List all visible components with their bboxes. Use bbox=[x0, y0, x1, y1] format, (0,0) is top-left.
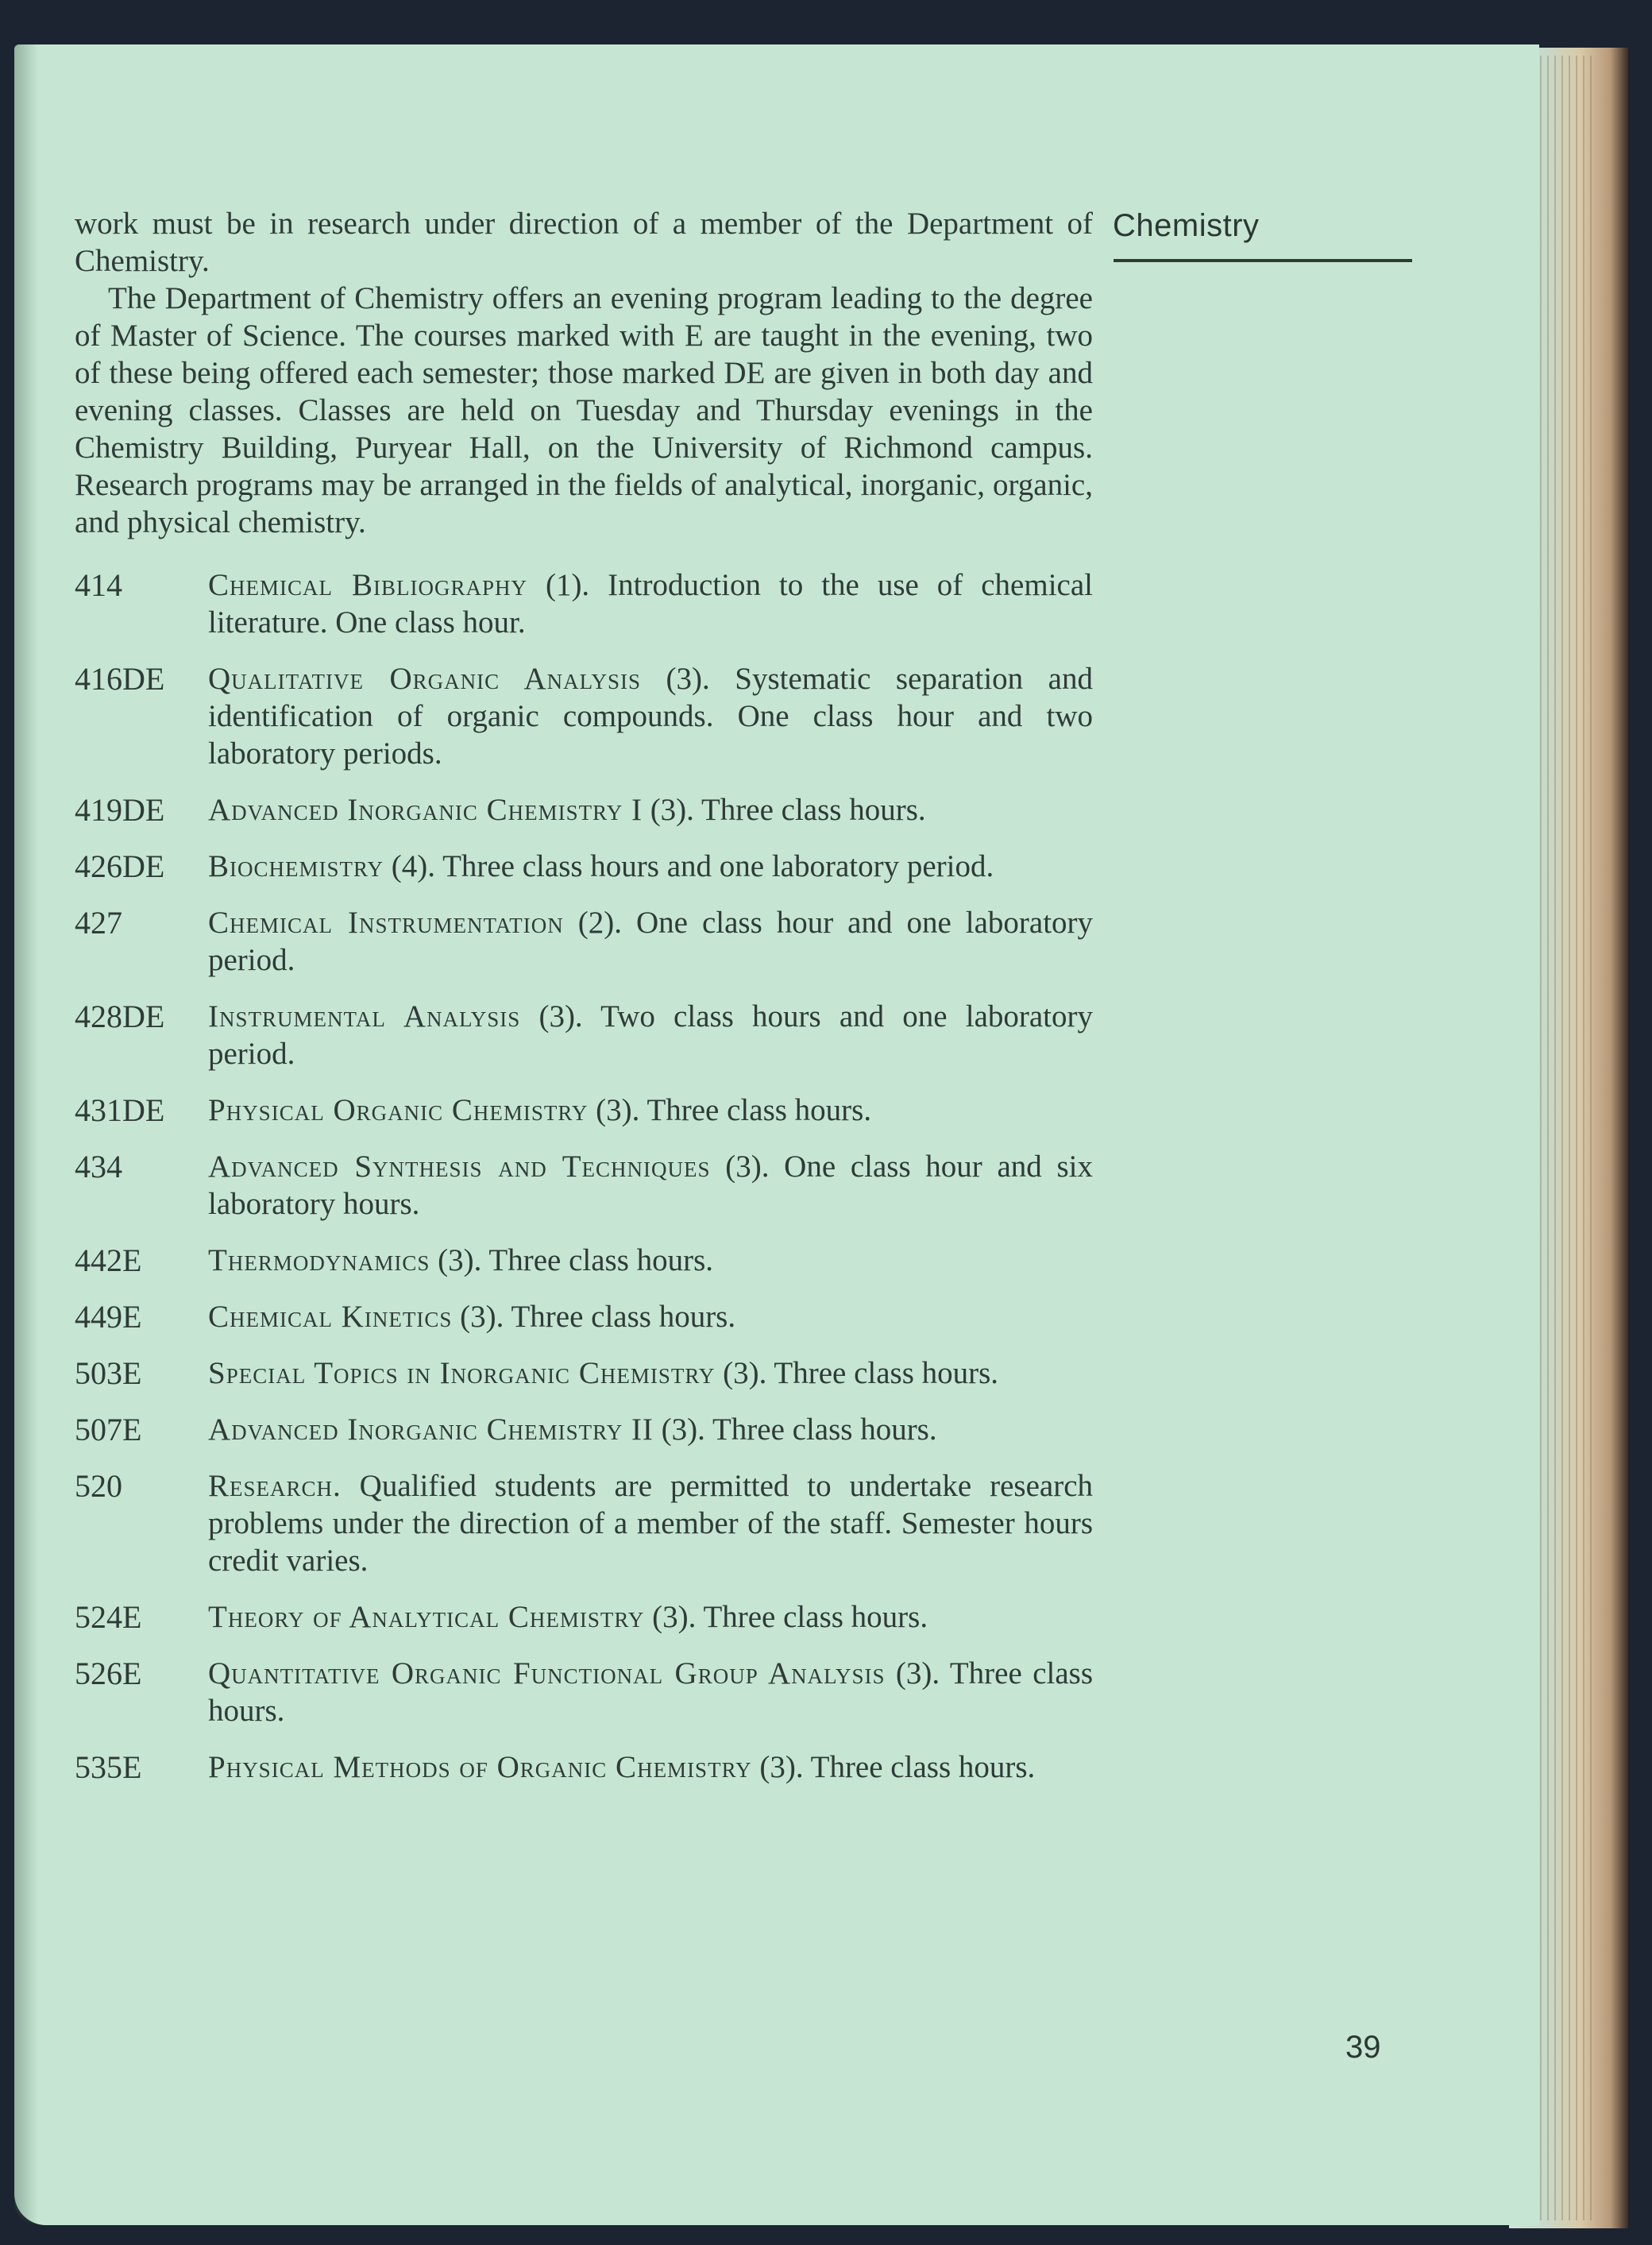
course-detail: Introduction to the use of chemical literature. One class hour. bbox=[208, 568, 1093, 639]
course-entry bbox=[75, 1598, 1093, 1636]
course-credits: (3). bbox=[723, 1356, 767, 1390]
course-description bbox=[208, 1242, 1093, 1279]
course-description bbox=[208, 1148, 1093, 1223]
course-title: Instrumental Analysis bbox=[208, 999, 521, 1034]
course-detail: Three class hours. bbox=[712, 1412, 937, 1447]
course-description bbox=[208, 1467, 1093, 1579]
page-content bbox=[75, 205, 1093, 1805]
course-list bbox=[75, 566, 1093, 1786]
course-detail: Three class hours. bbox=[774, 1356, 999, 1390]
course-credits: (4). bbox=[391, 849, 436, 883]
course-credits: (3). bbox=[460, 1300, 504, 1334]
course-entry bbox=[75, 848, 1093, 885]
course-number: 442E bbox=[75, 1242, 142, 1278]
course-detail: One class hour and six laboratory hours. bbox=[208, 1150, 1093, 1221]
course-credits: (2). bbox=[577, 906, 623, 940]
course-description bbox=[208, 1748, 1093, 1786]
course-detail: Three class hours. bbox=[647, 1093, 872, 1127]
course-number: 535E bbox=[75, 1749, 142, 1785]
course-description bbox=[208, 1092, 1093, 1129]
course-entry bbox=[75, 904, 1093, 979]
course-number: 503E bbox=[75, 1355, 142, 1391]
course-title: Advanced Inorganic Chemistry II bbox=[208, 1412, 654, 1447]
course-detail: Three class hours. bbox=[703, 1600, 928, 1634]
course-title: Biochemistry bbox=[208, 849, 384, 883]
intro-section bbox=[75, 205, 1093, 541]
course-number: 419DE bbox=[75, 792, 165, 828]
course-description bbox=[208, 1354, 1093, 1392]
course-title: Quantitative Organic Functional Group Analysis bbox=[208, 1656, 886, 1691]
course-entry bbox=[75, 1748, 1093, 1786]
course-number: 449E bbox=[75, 1299, 142, 1335]
course-title: Chemical Kinetics bbox=[208, 1300, 453, 1334]
course-detail: Qualified students are permitted to undertake research problems under the direction of a member of the staff. Semester hours credit varies. bbox=[208, 1469, 1094, 1578]
intro-paragraph-continued: work must be in research under direction of a member of the Department of Chemistry. bbox=[75, 207, 1093, 278]
course-credits: (3). bbox=[725, 1150, 770, 1184]
course-credits: (1). bbox=[545, 568, 590, 602]
course-entry bbox=[75, 1242, 1093, 1279]
course-detail: Three class hours. bbox=[208, 1656, 1093, 1728]
course-number: 426DE bbox=[75, 848, 165, 884]
course-credits: (3). bbox=[661, 1412, 705, 1447]
course-number: 414 bbox=[75, 567, 122, 603]
course-description bbox=[208, 566, 1093, 641]
course-title: Qualitative Organic Analysis bbox=[208, 662, 641, 696]
course-number: 431DE bbox=[75, 1092, 165, 1128]
running-head: Chemistry bbox=[1113, 208, 1260, 243]
course-entry bbox=[75, 1298, 1093, 1335]
course-number: 524E bbox=[75, 1599, 142, 1635]
course-title: Thermodynamics bbox=[208, 1243, 430, 1277]
course-entry bbox=[75, 1148, 1093, 1223]
course-detail: Systematic separation and identification of organic compounds. One class hour and two laboratory periods. bbox=[208, 662, 1093, 771]
course-credits: (3). bbox=[666, 662, 710, 696]
course-number: 520 bbox=[75, 1468, 122, 1504]
course-detail: Three class hours and one laboratory period. bbox=[442, 849, 994, 883]
course-credits: (3). bbox=[759, 1750, 804, 1784]
course-description bbox=[208, 848, 1093, 885]
course-detail: Two class hours and one laboratory period. bbox=[208, 999, 1094, 1071]
course-entry bbox=[75, 1092, 1093, 1129]
course-credits: (3). bbox=[652, 1600, 697, 1634]
course-title: Research. bbox=[208, 1469, 342, 1503]
course-title: Advanced Inorganic Chemistry I bbox=[208, 793, 643, 827]
page-stack-lines bbox=[1533, 56, 1596, 2220]
course-entry bbox=[75, 998, 1093, 1072]
course-description bbox=[208, 660, 1093, 772]
course-description bbox=[208, 1655, 1093, 1729]
course-title: Physical Organic Chemistry bbox=[208, 1093, 589, 1127]
course-entry bbox=[75, 791, 1093, 829]
course-number: 507E bbox=[75, 1412, 142, 1447]
course-description bbox=[208, 1598, 1093, 1636]
course-description bbox=[208, 1411, 1093, 1448]
course-detail: Three class hours. bbox=[488, 1243, 714, 1277]
course-entry bbox=[75, 1655, 1093, 1729]
course-title: Chemical Instrumentation bbox=[208, 906, 564, 940]
course-number: 428DE bbox=[75, 999, 165, 1034]
course-description bbox=[208, 998, 1093, 1072]
course-entry bbox=[75, 1411, 1093, 1448]
page-number: 39 bbox=[1345, 2030, 1381, 2065]
course-detail: Three class hours. bbox=[511, 1300, 736, 1334]
course-detail: Three class hours. bbox=[810, 1750, 1036, 1784]
course-description bbox=[208, 1298, 1093, 1335]
course-entry bbox=[75, 1467, 1093, 1579]
course-detail: Three class hours. bbox=[701, 793, 926, 827]
course-entry bbox=[75, 566, 1093, 641]
page-gutter-shadow bbox=[14, 44, 38, 2225]
course-number: 526E bbox=[75, 1656, 142, 1691]
course-credits: (3). bbox=[895, 1656, 940, 1691]
course-number: 434 bbox=[75, 1149, 122, 1184]
course-description bbox=[208, 904, 1093, 979]
running-head-rule bbox=[1114, 259, 1412, 262]
course-title: Theory of Analytical Chemistry bbox=[208, 1600, 645, 1634]
course-credits: (3). bbox=[596, 1093, 640, 1127]
course-credits: (3). bbox=[438, 1243, 482, 1277]
course-title: Special Topics in Inorganic Chemistry bbox=[208, 1356, 716, 1390]
course-detail: One class hour and one laboratory period. bbox=[208, 906, 1094, 977]
course-number: 416DE bbox=[75, 661, 165, 697]
course-entry bbox=[75, 1354, 1093, 1392]
course-title: Advanced Synthesis and Techniques bbox=[208, 1150, 711, 1184]
course-title: Physical Methods of Organic Chemistry bbox=[208, 1750, 752, 1784]
course-number: 427 bbox=[75, 905, 122, 941]
course-credits: (3). bbox=[650, 793, 694, 827]
course-title: Chemical Bibliography bbox=[208, 568, 527, 602]
course-entry bbox=[75, 660, 1093, 772]
course-credits: (3). bbox=[538, 999, 583, 1034]
intro-paragraph-evening-program: The Department of Chemistry offers an evening program leading to the degree of Master of Science. The courses marked with E are taught in the evening, two of these being offered each semester; those marked DE are given in both day and evening classes. Classes are held on Tuesday and Thursday evenings in the Chemistry Building, Puryear Hall, on the University of Richmond campus. Research programs may be arranged in the fields of analytical, inorganic, organic, and physical chemistry. bbox=[75, 281, 1093, 539]
course-description bbox=[208, 791, 1093, 829]
